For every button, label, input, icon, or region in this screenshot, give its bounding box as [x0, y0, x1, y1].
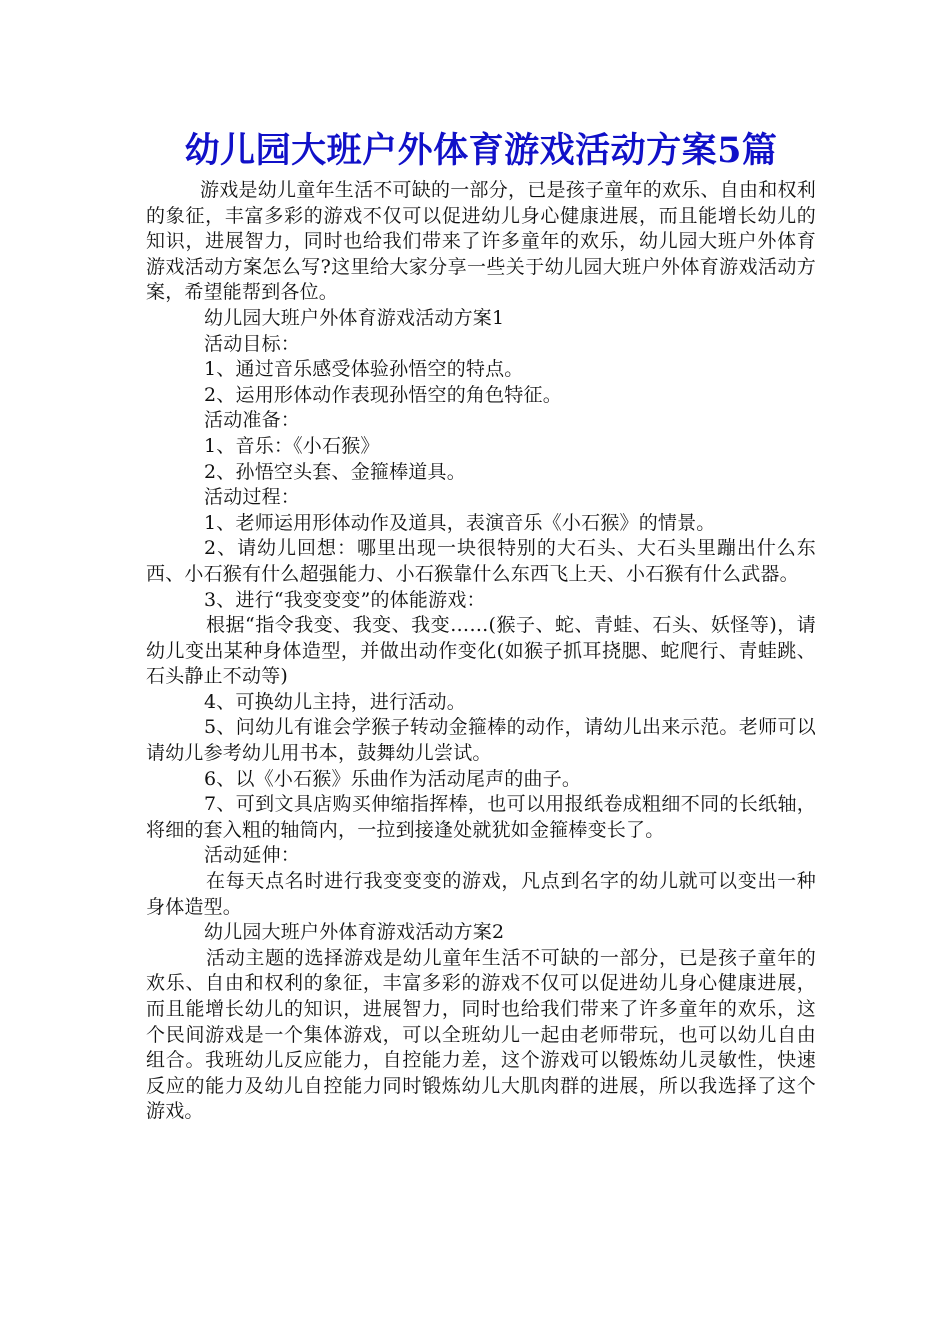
paragraph: 1、通过音乐感受体验孙悟空的特点。 [204, 358, 524, 381]
paragraph: 幼儿园大班户外体育游戏活动方案1 [204, 306, 505, 329]
paragraph: 在每天点名时进行我变变变的游戏，凡点到名字的幼儿就可以变出一种身体造型。 [146, 870, 816, 918]
paragraph: 活动目标： [204, 332, 301, 355]
paragraph: 6、以《小石猴》乐曲作为活动尾声的曲子。 [204, 767, 582, 790]
paragraph: 3、进行“我变变变”的体能游戏： [204, 588, 486, 611]
paragraph: 根据“指令我变、我变、我变……(猴子、蛇、青蛙、石头、妖怪等)，请幼儿变出某种身体造型，并做出动作变化(如猴子抓耳挠腮、蛇爬行、青蛙跳、石头静止不动等) [146, 614, 816, 688]
paragraph: 5、问幼儿有谁会学猴子转动金箍棒的动作，请幼儿出来示范。老师可以请幼儿参考幼儿用书本，鼓舞幼儿尝试。 [146, 716, 816, 765]
paragraph: 活动过程： [204, 486, 301, 509]
paragraph: 2、运用形体动作表现孙悟空的角色特征。 [204, 383, 562, 406]
document-page [146, 128, 816, 1125]
paragraph: 1、老师运用形体动作及道具，表演音乐《小石猴》的情景。 [204, 511, 716, 534]
paragraph: 4、可换幼儿主持，进行活动。 [204, 690, 466, 713]
paragraph: 活动主题的选择游戏是幼儿童年生活不可缺的一部分，已是孩子童年的欢乐、自由和权利的象征，丰富多彩的游戏不仅可以促进幼儿身心健康进展，而且能增长幼儿的知识，进展智力，同时也给我们带来了许多童年的欢乐，这个民间游戏是一个集体游戏，可以全班幼儿一起由老师带玩，也可以幼儿自由组合。我班幼儿反应能力，自控能力差，这个游戏可以锻炼幼儿灵敏性，快速反应的能力及幼儿自控能力同时锻炼幼儿大肌肉群的进展，所以我选择了这个游戏。 [146, 946, 816, 1123]
paragraph: 活动准备： [204, 409, 301, 432]
paragraph: 活动延伸： [204, 844, 301, 867]
paragraph: 2、请幼儿回想：哪里出现一块很特别的大石头、大石头里蹦出什么东西、小石猴有什么超强能力、小石猴靠什么东西飞上天、小石猴有什么武器。 [146, 537, 816, 585]
paragraph: 7、可到文具店购买伸缩指挥棒，也可以用报纸卷成粗细不同的长纸轴，将细的套入粗的轴筒内，一拉到接逢处就犹如金箍棒变长了。 [146, 793, 816, 841]
document-title: 幼儿园大班户外体育游戏活动方案5篇 [184, 130, 778, 171]
paragraph: 2、孙悟空头套、金箍棒道具。 [204, 460, 466, 483]
paragraph: 游戏是幼儿童年生活不可缺的一部分，已是孩子童年的欢乐、自由和权利的象征，丰富多彩的游戏不仅可以促进幼儿身心健康进展，而且能增长幼儿的知识，进展智力，同时也给我们带来了许多童年的欢乐，幼儿园大班户外体育游戏活动方案怎么写?这里给大家分享一些关于幼儿园大班户外体育游戏活动方案，希望能帮到各位。 [146, 179, 816, 304]
paragraph: 幼儿园大班户外体育游戏活动方案2 [204, 921, 505, 944]
paragraph: 1、音乐：《小石猴》 [204, 434, 380, 457]
document-body [146, 178, 816, 1125]
